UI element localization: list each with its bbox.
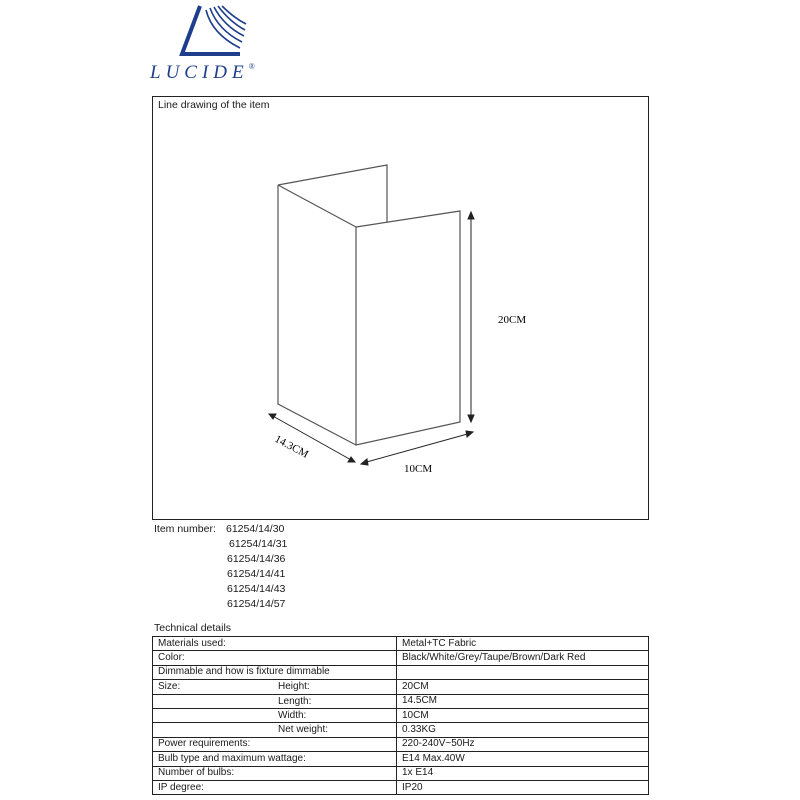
spec-sublabel: Net weight: [278, 724, 329, 736]
spec-label: Materials used: [158, 637, 226, 649]
spec-value: 1x E14 [397, 766, 649, 780]
line-drawing-panel [152, 96, 649, 520]
spec-value [397, 665, 649, 679]
lamp-line-drawing [153, 97, 650, 521]
item-number: 61254/14/43 [227, 583, 286, 595]
spec-label: Color: [158, 652, 185, 664]
spec-value: 20CM [397, 680, 649, 694]
spec-label: Dimmable and how is fixture dimmable [158, 666, 330, 678]
table-row [153, 766, 649, 780]
table-row [153, 637, 649, 651]
spec-value: IP20 [397, 780, 649, 794]
table-row [153, 780, 649, 794]
drawing-title: Line drawing of the item [158, 99, 270, 111]
technical-details-table [152, 636, 649, 795]
lucide-logo-icon [178, 2, 248, 62]
table-row [153, 651, 649, 665]
table-row [153, 665, 649, 679]
item-number: 61254/14/30 [226, 523, 285, 535]
spec-label: Number of bulbs: [158, 767, 235, 779]
brand-logo [150, 0, 280, 90]
table-row [153, 737, 649, 751]
spec-label: Bulb type and maximum wattage: [158, 752, 306, 764]
spec-value: Metal+TC Fabric [397, 637, 649, 651]
spec-sublabel: Width: [278, 709, 307, 721]
spec-value: 0.33KG [397, 723, 649, 737]
item-number: 61254/14/57 [227, 598, 286, 610]
item-number: 61254/14/31 [229, 538, 288, 550]
spec-value: 10CM [397, 708, 649, 722]
spec-label: IP degree: [158, 781, 204, 793]
spec-value: E14 Max.40W [397, 752, 649, 766]
dimension-width-label: 10CM [404, 463, 433, 475]
spec-sublabel: Length: [278, 695, 312, 707]
item-number: 61254/14/36 [227, 553, 286, 565]
spec-value: 220-240V~50Hz [397, 737, 649, 751]
dimension-height-label: 20CM [498, 314, 527, 326]
table-row [153, 752, 649, 766]
item-number-label: Item number: [154, 523, 216, 535]
table-row [153, 694, 649, 708]
spec-label: Power requirements: [158, 738, 251, 750]
table-row [153, 708, 649, 722]
logo-wordmark: LUCIDE® [150, 62, 255, 83]
table-row [153, 723, 649, 737]
item-number: 61254/14/41 [227, 568, 286, 580]
technical-details-title: Technical details [154, 622, 232, 634]
table-row [153, 680, 649, 694]
spec-value: 14.5CM [397, 694, 649, 708]
spec-label: Size: [158, 680, 181, 692]
spec-sublabel: Height: [278, 681, 310, 693]
dimension-depth-label: 14.3CM [272, 433, 311, 461]
spec-value: Black/White/Grey/Taupe/Brown/Dark Red [397, 651, 649, 665]
